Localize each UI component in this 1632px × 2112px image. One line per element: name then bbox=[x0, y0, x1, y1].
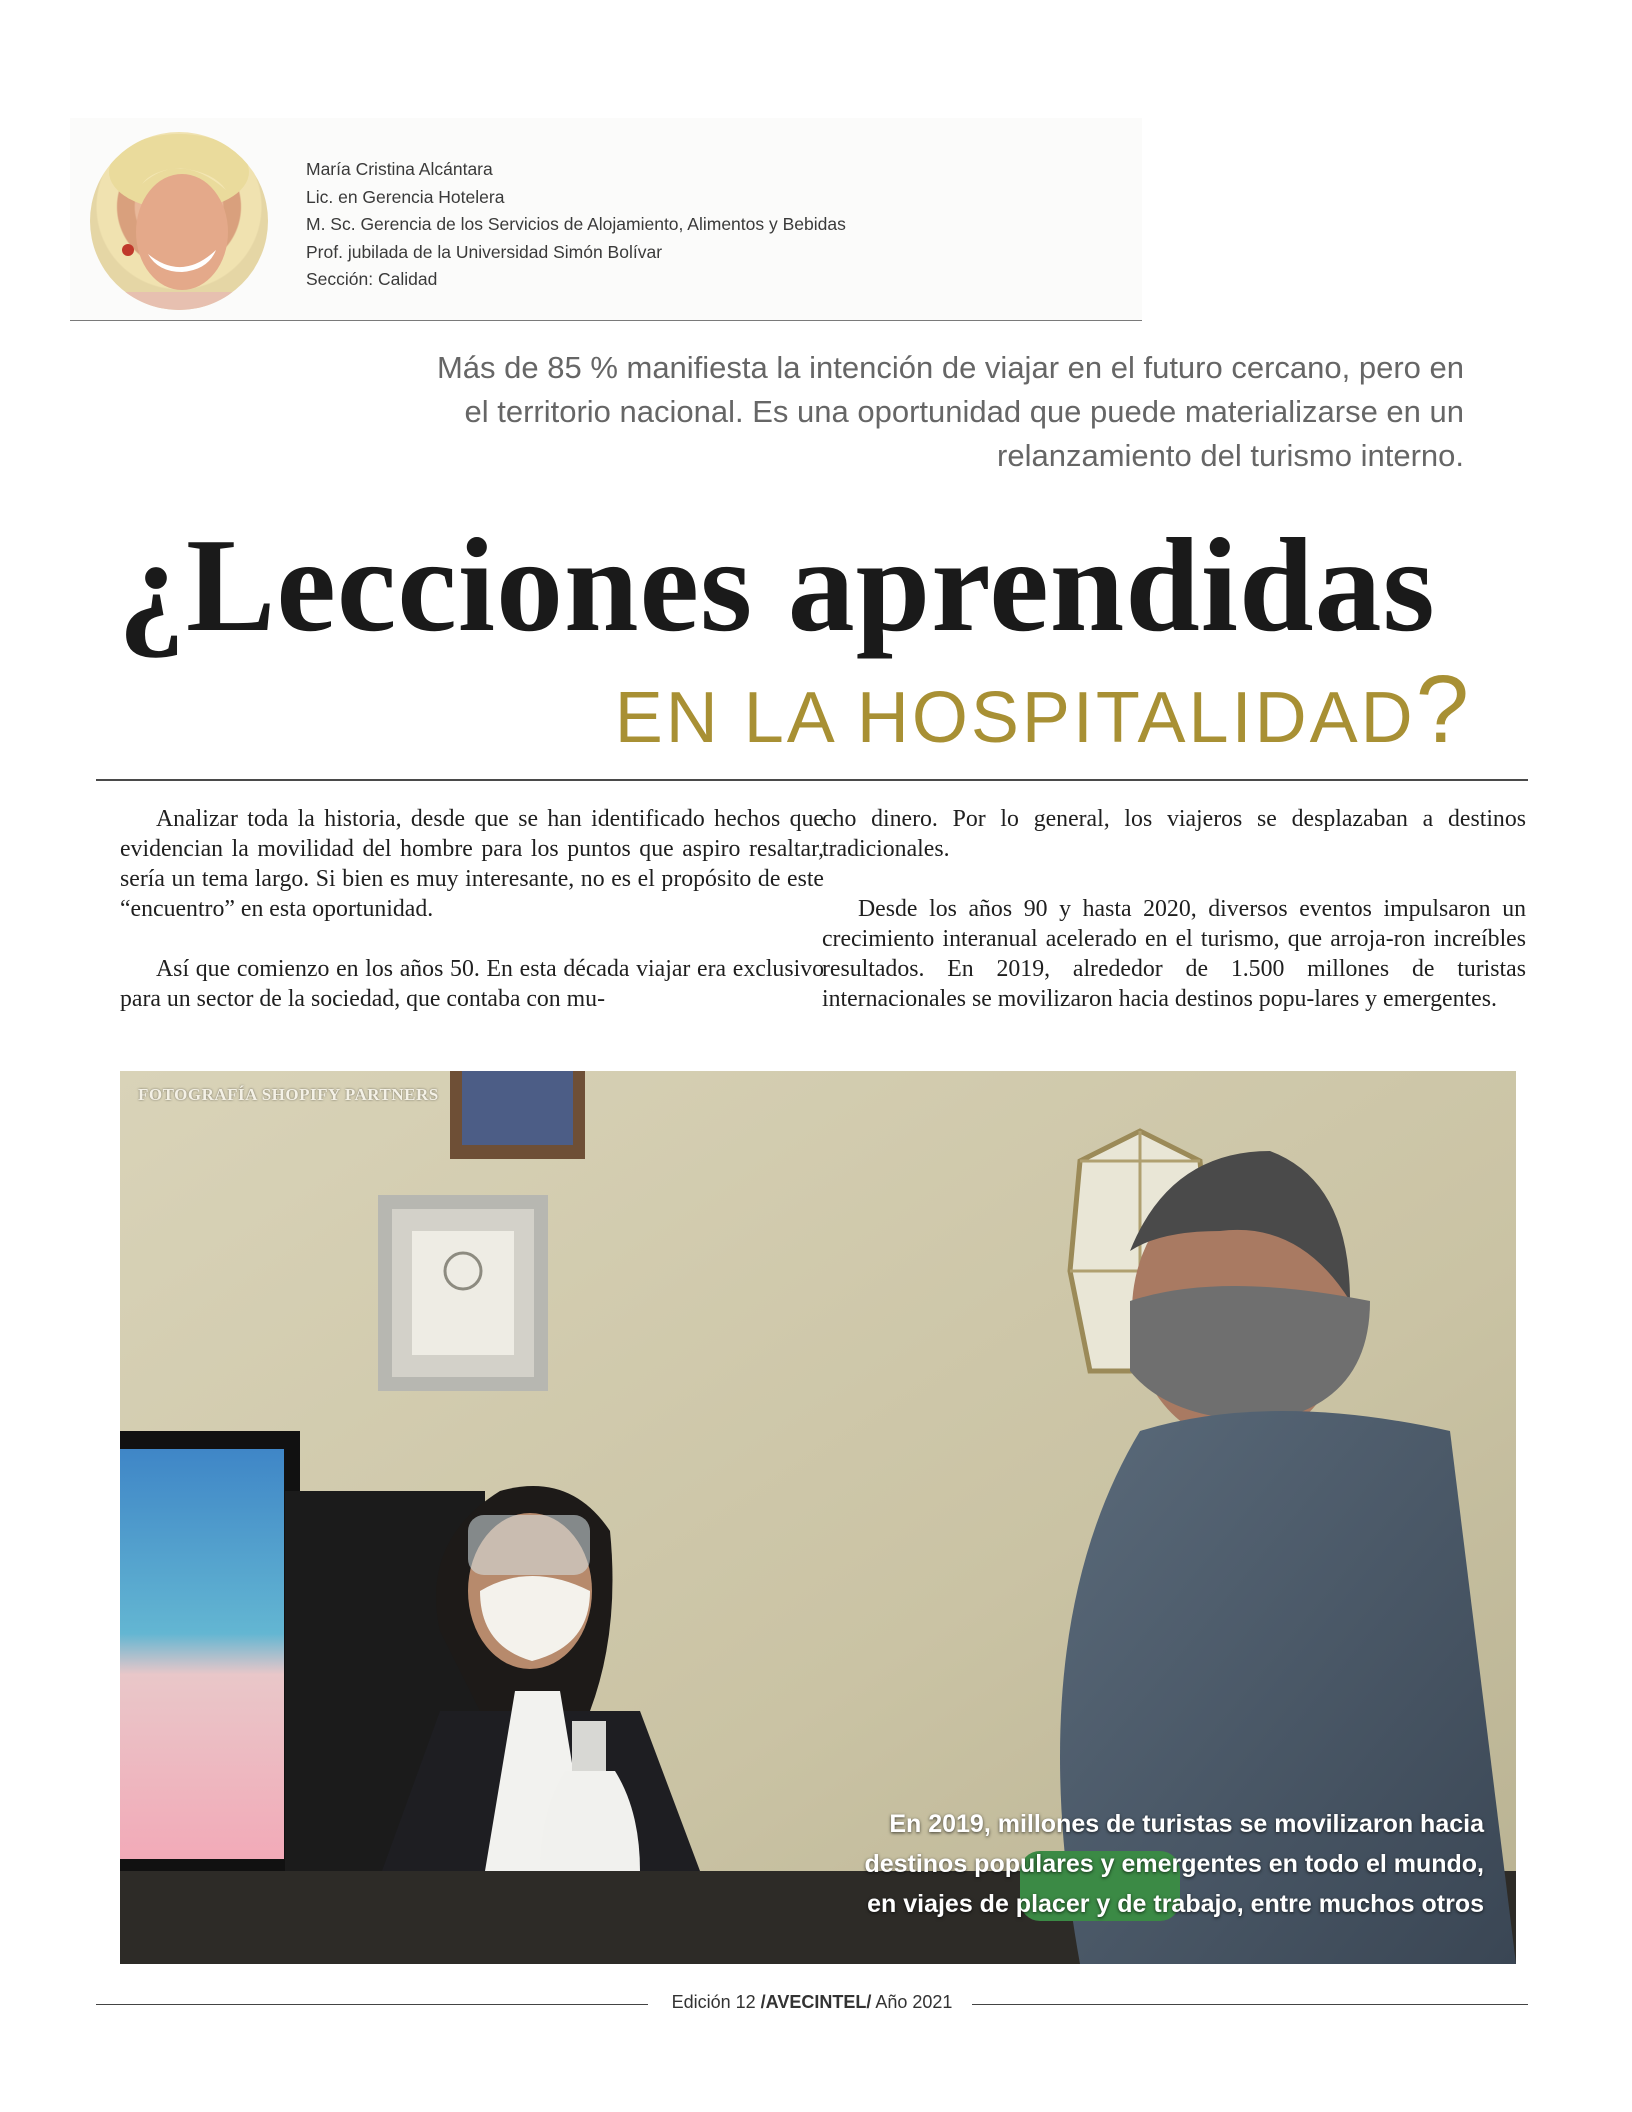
lead-paragraph bbox=[364, 346, 1464, 478]
footer-year: Año 2021 bbox=[875, 1992, 953, 2012]
photo-caption bbox=[864, 1804, 1484, 1924]
footer-edition: Edición 12 bbox=[671, 1992, 756, 2012]
subtitle-text: EN LA HOSPITALIDAD bbox=[614, 678, 1416, 758]
body-paragraph: Desde los años 90 y hasta 2020, diversos eventos impulsaron un crecimiento interanual acelerado en el turismo, que arroja-ron increíbles resultados. En 2019, alrededor de 1.500 millones de turistas internacionales se movilizaron hacia destinos popu-lares y emergentes. bbox=[822, 896, 1526, 1012]
author-masters: M. Sc. Gerencia de los Servicios de Alojamiento, Alimentos y Bebidas bbox=[306, 214, 846, 234]
author-block bbox=[70, 118, 1142, 321]
body-paragraph: Así que comienzo en los años 50. En esta década viajar era exclusivo para un sector de la sociedad, que contaba con mu- bbox=[120, 956, 824, 1012]
author-affiliation: Prof. jubilada de la Universidad Simón Bolívar bbox=[306, 241, 663, 262]
photo-credit: FOTOGRAFÍA SHOPIFY PARTNERS bbox=[138, 1085, 439, 1104]
footer-magazine: /AVECINTEL/ bbox=[760, 1992, 872, 2012]
caption-line: en viajes de placer y de trabajo, entre muchos otros bbox=[867, 1890, 1484, 1918]
article-photo bbox=[120, 1071, 1516, 1964]
subtitle-question-mark: ? bbox=[1415, 656, 1472, 763]
caption-line: En 2019, millones de turistas se movilizaron hacia bbox=[889, 1810, 1484, 1838]
body-paragraph: cho dinero. Por lo general, los viajeros se desplazaban a destinos tradicionales. bbox=[822, 806, 1526, 862]
author-credentials bbox=[306, 156, 846, 294]
footer-text bbox=[662, 1992, 962, 2013]
author-name: María Cristina Alcántara bbox=[306, 159, 493, 179]
page-footer bbox=[96, 1994, 1528, 2014]
footer-rule-left bbox=[96, 2004, 648, 2005]
author-avatar bbox=[90, 132, 268, 310]
article-subtitle bbox=[614, 656, 1472, 763]
author-degree: Lic. en Gerencia Hotelera bbox=[306, 186, 505, 207]
body-column-left bbox=[120, 804, 824, 1044]
footer-rule-right bbox=[972, 2004, 1528, 2005]
body-paragraph: Analizar toda la historia, desde que se han identificado hechos que evidencian la movilidad del hombre para los puntos que aspiro resaltar, sería un tema largo. Si bien es muy interesante, no es el propósito de este “encuentro” en esta oportunidad. bbox=[120, 806, 824, 922]
lead-line: Más de 85 % manifiesta la intención de viajar en el futuro cercano, pero en bbox=[436, 350, 1464, 385]
lead-line: el territorio nacional. Es una oportunidad que puede materializarse en un bbox=[464, 394, 1464, 429]
article-title: ¿Lecciones aprendidas bbox=[118, 511, 1436, 659]
title-divider bbox=[96, 779, 1528, 781]
body-column-right bbox=[822, 804, 1526, 1044]
caption-line: destinos populares y emergentes en todo el mundo, bbox=[864, 1850, 1484, 1878]
author-section: Sección: Calidad bbox=[306, 269, 438, 289]
lead-line: relanzamiento del turismo interno. bbox=[997, 438, 1464, 473]
